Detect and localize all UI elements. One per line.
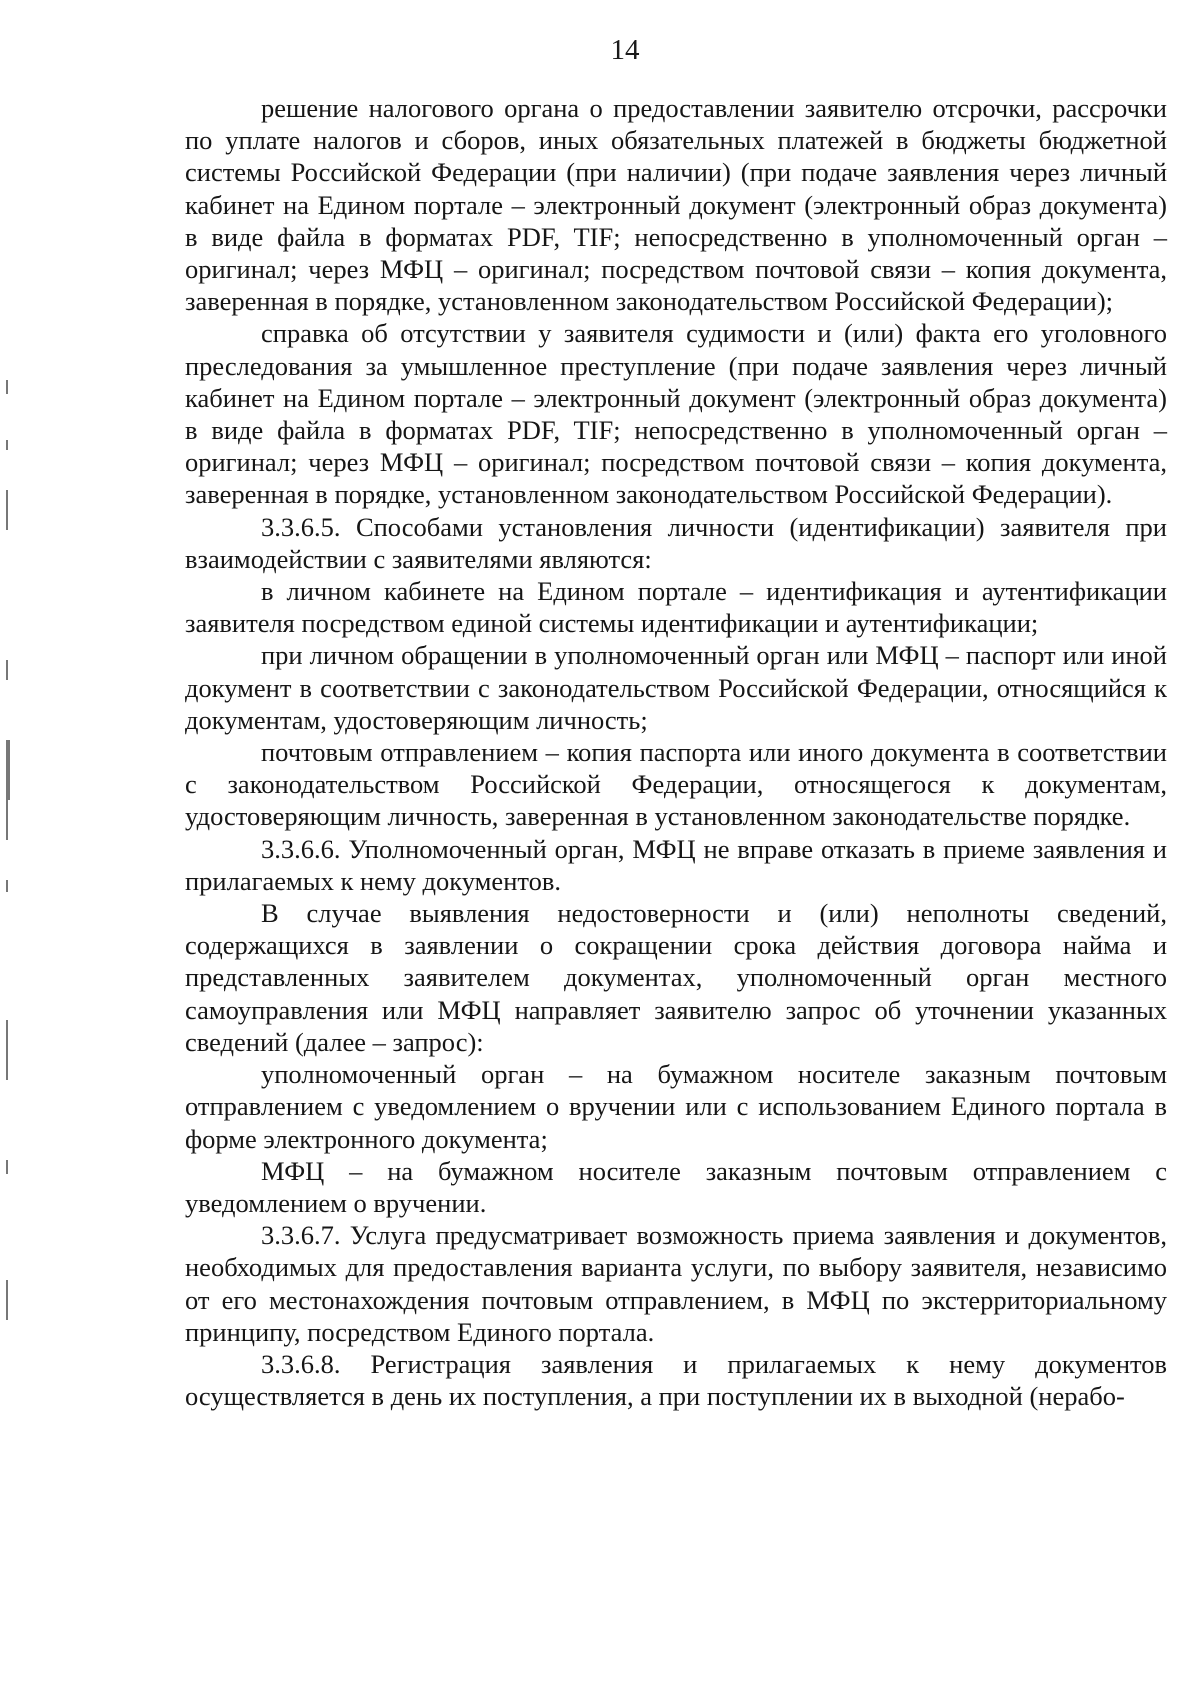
page-number: 14 [610,34,640,66]
paragraph-3-3-6-8: 3.3.6.8. Регистрация заявления и прилагаемых к нему документов осуществляется в день их поступления, а при поступлении их в выходной (нерабо- [185,1348,1167,1412]
paragraph-criminal-record-certificate: справка об отсутствии у заявителя судимости и (или) факта его уголовного преследования за умышленное преступление (при подаче заявления через личный кабинет на Едином портале – электронный документ (электронный образ документа) в виде файла в форматах PDF, TIF; непосредственно в уполномоченный орган – оригинал; через МФЦ – оригинал; посредством почтовой связи – копия документа, заверенная в порядке, установленном законодательством Российской Федерации). [185,318,1167,510]
paragraph-request-mfc: МФЦ – на бумажном носителе заказным почтовым отправлением с уведомлением о вручении. [185,1155,1167,1218]
paragraph-tax-decision: решение налогового органа о предоставлении заявителю отсрочки, рассрочки по уплате налогов и сборов, иных обязательных платежей в бюджеты бюджетной системы Российской Федерации (при наличии) (при подаче заявления через личный кабинет на Едином портале – электронный документ (электронный образ документа) в виде файла в форматах PDF, TIF; непосредственно в уполномоченный орган – оригинал; через МФЦ – оригинал; посредством почтовой связи – копия документа, заверенная в порядке, установленном законодательством Российской Федерации); [185,93,1167,317]
document-body [185,92,1167,1412]
paragraph-identification-in-person: при личном обращении в уполномоченный орган или МФЦ – паспорт или иной документ в соответствии с законодательством Российской Федерации, относящийся к документам, удостоверяющим личность; [185,640,1167,735]
paragraph-3-3-6-5: 3.3.6.5. Способами установления личности (идентификации) заявителя при взаимодействии с заявителями являются: [185,511,1167,574]
scan-edge-marks [6,380,12,1580]
paragraph-identification-mail: почтовым отправлением – копия паспорта или иного документа в соответствии с законодательством Российской Федерации, относящегося к документам, удостоверяющим личность, заверенная в установленном законодательстве порядке. [185,737,1167,832]
paragraph-inaccuracy-request: В случае выявления недостоверности и (или) неполноты сведений, содержащихся в заявлении о сокращении срока действия договора найма и представленных заявителем документах, уполномоченный орган местного самоуправления или МФЦ направляет заявителю запрос об уточнении указанных сведений (далее – запрос): [185,898,1167,1057]
paragraph-3-3-6-7: 3.3.6.7. Услуга предусматривает возможность приема заявления и документов, необходимых для предоставления варианта услуги, по выбору заявителя, независимо от его местонахождения почтовым отправлением, в МФЦ по экстерриториальному принципу, посредством Единого портала. [185,1220,1167,1347]
paragraph-3-3-6-6: 3.3.6.6. Уполномоченный орган, МФЦ не вправе отказать в приеме заявления и прилагаемых к нему документов. [185,833,1167,896]
paragraph-identification-portal: в личном кабинете на Едином портале – идентификация и аутентификации заявителя посредством единой системы идентификации и аутентификации; [185,576,1167,639]
paragraph-request-authority: уполномоченный орган – на бумажном носителе заказным почтовым отправлением с уведомлением о вручении или с использованием Единого портала в форме электронного документа; [185,1059,1167,1154]
